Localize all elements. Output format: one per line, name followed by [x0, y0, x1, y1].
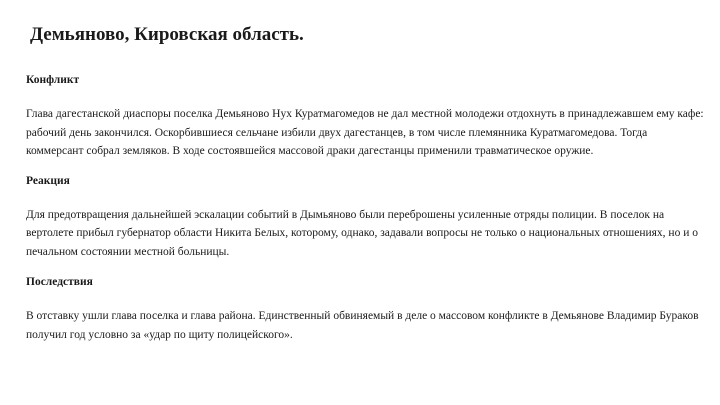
section-heading: Последствия	[26, 276, 93, 288]
section-heading: Реакция	[26, 174, 70, 187]
section-text: Для предотвращения дальнейшей эскалации событий в Дымьяново были переброшены усиленные отряды полиции. В поселок на вертолете прибыл губернатор области Никита Белых, которому, однако, задавали вопросы не только о национальных отношениях, но и о печальном состоянии местной больницы.	[26, 208, 698, 258]
section-reaction	[26, 173, 706, 262]
section-heading: Конфликт	[26, 74, 80, 86]
section-consequences	[26, 274, 706, 344]
document-body	[26, 72, 706, 344]
page-title: Демьяново, Кировская область.	[30, 24, 304, 45]
section-conflict	[26, 72, 706, 161]
section-text: Глава дагестанской диаспоры поселка Демьяново Нух Куратмагомедов не дал местной молодежи отдохнуть в принадлежавшем ему кафе: рабочий день закончился. Оскорбившиеся сельчане избили двух дагестанцев, в том числе племянника Куратмагомедова. Тогда коммерсант собрал земляков. В ходе состоявшейся массовой драки дагестанцы применили травматическое оружие.	[26, 108, 704, 157]
section-text: В отставку ушли глава поселка и глава района. Единственный обвиняемый в деле о массовом конфликте в Демьянове Владимир Бураков получил год условно за «удар по щиту полицейского».	[26, 310, 699, 341]
